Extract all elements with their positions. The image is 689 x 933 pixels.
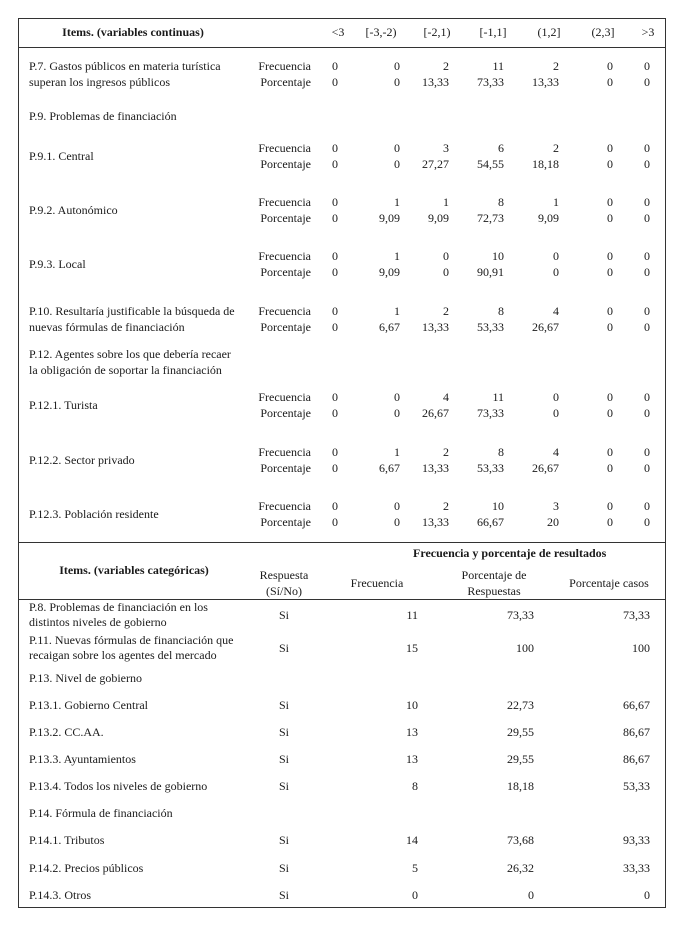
percentage-cell: 0 <box>644 265 650 279</box>
answer-cell: Si <box>278 779 289 793</box>
frequency-cell: 0 <box>332 59 338 73</box>
percentage-cell: 53,33 <box>477 320 504 334</box>
metric-label-porcentaje: Porcentaje <box>260 75 311 89</box>
percentage-cell: 0 <box>332 320 338 334</box>
percentage-cell: 6,67 <box>379 461 400 475</box>
percentage-cell: 0 <box>332 265 338 279</box>
header-divider <box>18 47 666 48</box>
answer-cell: Si <box>278 833 289 847</box>
interval-header: >3 <box>641 25 655 39</box>
pct-responses-cell: 29,55 <box>507 725 534 739</box>
percentage-cell: 18,18 <box>532 157 559 171</box>
pct-responses-cell: 22,73 <box>507 698 534 712</box>
section-title: P.12. Agentes sobre los que debería recaer <box>29 347 231 361</box>
percentage-cell: 72,73 <box>477 211 504 225</box>
pct-cases-header: Porcentaje casos <box>569 576 649 590</box>
frequency-cell: 2 <box>443 499 449 513</box>
frequency-cell: 0 <box>644 445 650 459</box>
item-label: P.12.3. Población residente <box>29 507 159 521</box>
frequency-cell: 0 <box>607 390 613 404</box>
frequency-cell: 8 <box>498 195 504 209</box>
section-title: la obligación de soportar la financiación <box>29 363 222 377</box>
frequency-cell: 13 <box>406 725 418 739</box>
frequency-cell: 8 <box>412 779 418 793</box>
percentage-cell: 0 <box>394 515 400 529</box>
percentage-cell: 9,09 <box>379 211 400 225</box>
percentage-cell: 0 <box>644 406 650 420</box>
section-title: P.13. Nivel de gobierno <box>29 671 142 685</box>
percentage-cell: 0 <box>607 75 613 89</box>
percentage-cell: 0 <box>332 515 338 529</box>
frequency-cell: 2 <box>443 59 449 73</box>
metric-label-frecuencia: Frecuencia <box>258 499 311 513</box>
item-label: P.14.2. Precios públicos <box>29 861 144 875</box>
item-label: P.9.2. Autonómico <box>29 203 118 217</box>
frequency-cell: 0 <box>644 195 650 209</box>
item-label: recaigan sobre los agentes del mercado <box>29 648 217 662</box>
section-divider <box>18 542 666 543</box>
metric-label-porcentaje: Porcentaje <box>260 461 311 475</box>
percentage-cell: 13,33 <box>422 75 449 89</box>
frequency-cell: 1 <box>443 195 449 209</box>
results-group-header: Frecuencia y porcentaje de resultados <box>413 546 607 560</box>
percentage-cell: 0 <box>607 461 613 475</box>
pct-responses-cell: 18,18 <box>507 779 534 793</box>
frequency-cell: 10 <box>492 249 504 263</box>
percentage-cell: 26,67 <box>532 461 559 475</box>
frequency-cell: 3 <box>553 499 559 513</box>
item-label: P.14.1. Tributos <box>29 833 105 847</box>
frequency-cell: 10 <box>406 698 418 712</box>
percentage-cell: 20 <box>547 515 559 529</box>
frequency-cell: 0 <box>644 141 650 155</box>
percentage-cell: 53,33 <box>477 461 504 475</box>
item-label: P.7. Gastos públicos en materia turística <box>29 59 221 73</box>
answer-cell: Si <box>278 641 289 655</box>
frequency-cell: 4 <box>553 304 559 318</box>
item-label: P.8. Problemas de financiación en los <box>29 600 208 614</box>
percentage-cell: 0 <box>607 406 613 420</box>
metric-label-porcentaje: Porcentaje <box>260 157 311 171</box>
pct-responses-cell: 73,68 <box>507 833 534 847</box>
item-label: P.13.2. CC.AA. <box>29 725 104 739</box>
metric-label-frecuencia: Frecuencia <box>258 59 311 73</box>
frequency-cell: 0 <box>607 304 613 318</box>
frequency-cell: 0 <box>553 249 559 263</box>
frequency-cell: 0 <box>332 390 338 404</box>
frequency-cell: 10 <box>492 499 504 513</box>
percentage-cell: 0 <box>644 211 650 225</box>
percentage-cell: 0 <box>607 265 613 279</box>
frequency-cell: 13 <box>406 752 418 766</box>
frequency-cell: 11 <box>492 390 504 404</box>
frequency-cell: 0 <box>332 445 338 459</box>
frequency-cell: 0 <box>607 249 613 263</box>
answer-cell: Si <box>278 752 289 766</box>
section-title: P.9. Problemas de financiación <box>29 109 177 123</box>
percentage-cell: 9,09 <box>538 211 559 225</box>
percentage-cell: 26,67 <box>532 320 559 334</box>
frequency-header: Frecuencia <box>350 576 404 590</box>
frequency-cell: 1 <box>394 445 400 459</box>
section-title: P.14. Fórmula de financiación <box>29 806 173 820</box>
percentage-cell: 73,33 <box>477 406 504 420</box>
frequency-cell: 6 <box>498 141 504 155</box>
item-label: P.14.3. Otros <box>29 888 92 902</box>
pct-responses-cell: 0 <box>528 888 534 902</box>
frequency-cell: 2 <box>553 141 559 155</box>
percentage-cell: 0 <box>394 75 400 89</box>
frequency-cell: 0 <box>644 249 650 263</box>
pct-responses-cell: 29,55 <box>507 752 534 766</box>
frequency-cell: 2 <box>553 59 559 73</box>
percentage-cell: 0 <box>332 211 338 225</box>
pct-cases-cell: 73,33 <box>623 608 650 622</box>
percentage-cell: 13,33 <box>422 461 449 475</box>
pct-responses-cell: 100 <box>516 641 534 655</box>
item-label: P.10. Resultaría justificable la búsqueda de <box>29 304 235 318</box>
frequency-cell: 0 <box>443 249 449 263</box>
interval-header: [-1,1] <box>479 25 507 39</box>
metric-label-porcentaje: Porcentaje <box>260 515 311 529</box>
percentage-cell: 9,09 <box>379 265 400 279</box>
frequency-cell: 1 <box>553 195 559 209</box>
frequency-cell: 0 <box>644 499 650 513</box>
percentage-cell: 0 <box>607 320 613 334</box>
frequency-cell: 2 <box>443 304 449 318</box>
frequency-cell: 0 <box>553 390 559 404</box>
items-categorical-header: Items. (variables categóricas) <box>59 563 209 577</box>
interval-header: <3 <box>331 25 345 39</box>
percentage-cell: 0 <box>607 515 613 529</box>
item-label: P.13.4. Todos los niveles de gobierno <box>29 779 208 793</box>
pct-responses-header: Respuestas <box>467 584 521 598</box>
percentage-cell: 0 <box>553 406 559 420</box>
interval-header: (1,2] <box>537 25 561 39</box>
pct-responses-cell: 73,33 <box>507 608 534 622</box>
items-continuous-header: Items. (variables continuas) <box>62 25 204 39</box>
percentage-cell: 0 <box>553 265 559 279</box>
metric-label-porcentaje: Porcentaje <box>260 265 311 279</box>
interval-header: [-3,-2) <box>365 25 397 39</box>
percentage-cell: 0 <box>332 461 338 475</box>
interval-header: (2,3] <box>591 25 615 39</box>
item-label: P.11. Nuevas fórmulas de financiación que <box>29 633 234 647</box>
interval-header: [-2,1) <box>423 25 451 39</box>
percentage-cell: 90,91 <box>477 265 504 279</box>
frequency-cell: 0 <box>607 195 613 209</box>
item-label: nuevas fórmulas de financiación <box>29 320 185 334</box>
percentage-cell: 0 <box>443 265 449 279</box>
metric-label-frecuencia: Frecuencia <box>258 390 311 404</box>
percentage-cell: 6,67 <box>379 320 400 334</box>
pct-cases-cell: 86,67 <box>623 752 650 766</box>
percentage-cell: 54,55 <box>477 157 504 171</box>
frequency-cell: 5 <box>412 861 418 875</box>
answer-cell: Si <box>278 698 289 712</box>
frequency-cell: 1 <box>394 304 400 318</box>
item-label: P.9.1. Central <box>29 149 94 163</box>
frequency-cell: 0 <box>394 59 400 73</box>
item-label: P.12.2. Sector privado <box>29 453 135 467</box>
percentage-cell: 0 <box>332 406 338 420</box>
answer-cell: Si <box>278 888 289 902</box>
metric-label-frecuencia: Frecuencia <box>258 141 311 155</box>
frequency-cell: 0 <box>412 888 418 902</box>
pct-cases-cell: 53,33 <box>623 779 650 793</box>
percentage-cell: 13,33 <box>422 320 449 334</box>
frequency-cell: 0 <box>394 499 400 513</box>
frequency-cell: 3 <box>443 141 449 155</box>
pct-cases-cell: 33,33 <box>623 861 650 875</box>
pct-responses-cell: 26,32 <box>507 861 534 875</box>
percentage-cell: 26,67 <box>422 406 449 420</box>
pct-responses-header: Porcentaje de <box>461 568 527 582</box>
frequency-cell: 15 <box>406 641 418 655</box>
frequency-cell: 1 <box>394 249 400 263</box>
percentage-cell: 0 <box>644 461 650 475</box>
frequency-cell: 4 <box>443 390 449 404</box>
metric-label-frecuencia: Frecuencia <box>258 195 311 209</box>
pct-cases-cell: 100 <box>632 641 650 655</box>
frequency-cell: 0 <box>394 141 400 155</box>
metric-label-porcentaje: Porcentaje <box>260 211 311 225</box>
percentage-cell: 0 <box>644 515 650 529</box>
frequency-cell: 11 <box>492 59 504 73</box>
pct-cases-cell: 0 <box>644 888 650 902</box>
percentage-cell: 0 <box>644 320 650 334</box>
frequency-cell: 0 <box>607 59 613 73</box>
metric-label-porcentaje: Porcentaje <box>260 320 311 334</box>
frequency-cell: 0 <box>332 499 338 513</box>
frequency-cell: 0 <box>332 249 338 263</box>
percentage-cell: 27,27 <box>422 157 449 171</box>
answer-cell: Si <box>278 725 289 739</box>
item-label: P.13.3. Ayuntamientos <box>29 752 136 766</box>
answer-cell: Si <box>278 608 289 622</box>
pct-cases-cell: 86,67 <box>623 725 650 739</box>
answer-header: (Sí/No) <box>266 584 302 598</box>
frequency-cell: 8 <box>498 304 504 318</box>
frequency-cell: 0 <box>607 445 613 459</box>
frequency-cell: 4 <box>553 445 559 459</box>
percentage-cell: 0 <box>332 157 338 171</box>
frequency-cell: 0 <box>394 390 400 404</box>
metric-label-frecuencia: Frecuencia <box>258 249 311 263</box>
frequency-cell: 0 <box>607 499 613 513</box>
frequency-cell: 0 <box>644 390 650 404</box>
frequency-cell: 11 <box>406 608 418 622</box>
percentage-cell: 0 <box>332 75 338 89</box>
frequency-cell: 0 <box>332 304 338 318</box>
percentage-cell: 0 <box>394 157 400 171</box>
answer-header: Respuesta <box>259 568 309 582</box>
frequency-cell: 8 <box>498 445 504 459</box>
metric-label-porcentaje: Porcentaje <box>260 406 311 420</box>
percentage-cell: 9,09 <box>428 211 449 225</box>
frequency-cell: 1 <box>394 195 400 209</box>
percentage-cell: 13,33 <box>422 515 449 529</box>
item-label: P.12.1. Turista <box>29 398 98 412</box>
metric-label-frecuencia: Frecuencia <box>258 304 311 318</box>
percentage-cell: 0 <box>394 406 400 420</box>
percentage-cell: 0 <box>644 75 650 89</box>
percentage-cell: 0 <box>607 157 613 171</box>
frequency-cell: 0 <box>607 141 613 155</box>
frequency-cell: 2 <box>443 445 449 459</box>
frequency-cell: 0 <box>332 195 338 209</box>
answer-cell: Si <box>278 861 289 875</box>
percentage-cell: 13,33 <box>532 75 559 89</box>
pct-cases-cell: 93,33 <box>623 833 650 847</box>
percentage-cell: 0 <box>644 157 650 171</box>
item-label: superan los ingresos públicos <box>29 75 170 89</box>
percentage-cell: 0 <box>607 211 613 225</box>
frequency-cell: 0 <box>644 59 650 73</box>
item-label: distintos niveles de gobierno <box>29 615 167 629</box>
percentage-cell: 73,33 <box>477 75 504 89</box>
frequency-cell: 0 <box>332 141 338 155</box>
percentage-cell: 66,67 <box>477 515 504 529</box>
frequency-cell: 0 <box>644 304 650 318</box>
item-label: P.13.1. Gobierno Central <box>29 698 148 712</box>
pct-cases-cell: 66,67 <box>623 698 650 712</box>
frequency-cell: 14 <box>406 833 418 847</box>
item-label: P.9.3. Local <box>29 257 86 271</box>
metric-label-frecuencia: Frecuencia <box>258 445 311 459</box>
